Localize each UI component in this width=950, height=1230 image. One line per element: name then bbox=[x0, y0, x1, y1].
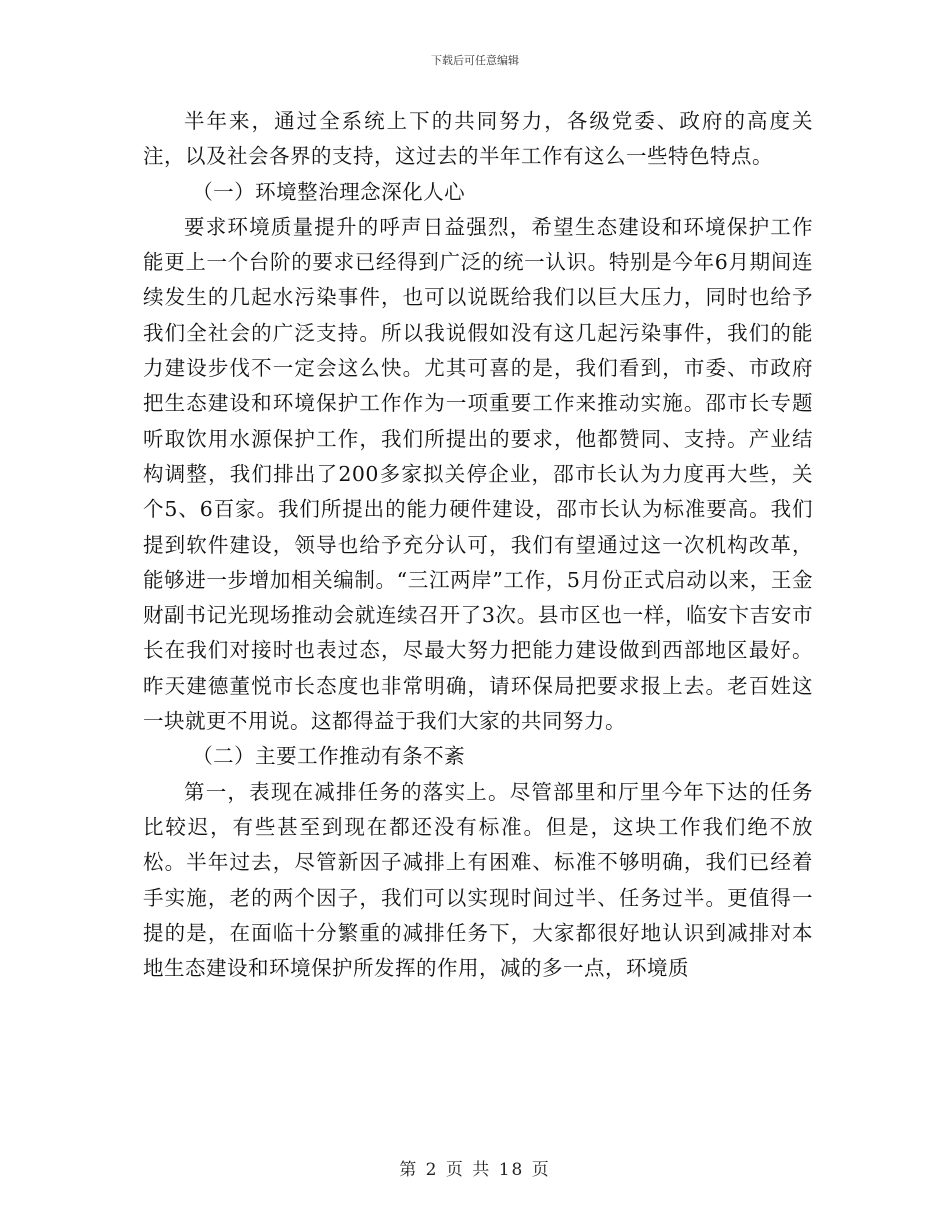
paragraph-intro: 半年来，通过全系统上下的共同努力，各级党委、政府的高度关注，以及社会各界的支持，这过去的半年工作有这么一些特色特点。 bbox=[143, 109, 813, 169]
section-heading-1: （一）环境整治理念深化人心 bbox=[192, 179, 466, 204]
page-number-footer: 第 2 页 共 18 页 bbox=[399, 1160, 551, 1180]
document-body bbox=[143, 104, 813, 986]
paragraph-section-2: 第一，表现在减排任务的落实上。尽管部里和厅里今年下达的任务比较迟，有些甚至到现在都还没有标准。但是，这块工作我们绝不放松。半年过去，尽管新因子减排上有困难、标准不够明确，我们已经着手实施，老的两个因子，我们可以实现时间过半、任务过半。更值得一提的是，在面临十分繁重的减排任务下，大家都很好地认识到减排对本地生态建设和环境保护所发挥的作用，减的多一点，环境质 bbox=[143, 779, 813, 981]
section-heading-2: （二）主要工作推动有条不紊 bbox=[192, 744, 466, 769]
page-header-note: 下载后可任意编辑 bbox=[431, 54, 519, 67]
paragraph-section-1: 要求环境质量提升的呼声日益强烈，希望生态建设和环境保护工作能更上一个台阶的要求已经得到广泛的统一认识。特别是今年6月期间连续发生的几起水污染事件，也可以说既给我们以巨大压力，同时也给予我们全社会的广泛支持。所以我说假如没有这几起污染事件，我们的能力建设步伐不一定会这么快。尤其可喜的是，我们看到，市委、市政府把生态建设和环境保护工作作为一项重要工作来推动实施。邵市长专题听取饮用水源保护工作，我们所提出的要求，他都赞同、支持。产业结构调整，我们排出了200多家拟关停企业，邵市长认为力度再大些，关个5、6百家。我们所提出的能力硬件建设，邵市长认为标准要高。我们提到软件建设，领导也给予充分认可，我们有望通过这一次机构改革，能够进一步增加相关编制。“三江两岸”工作，5月份正式启动以来，王金财副书记光现场推动会就连续召开了3次。县市区也一样，临安卞吉安市长在我们对接时也表过态，尽最大努力把能力建设做到西部地区最好。昨天建德董悦市长态度也非常明确，请环保局把要求报上去。老百姓这一块就更不用说。这都得益于我们大家的共同努力。 bbox=[143, 214, 813, 734]
